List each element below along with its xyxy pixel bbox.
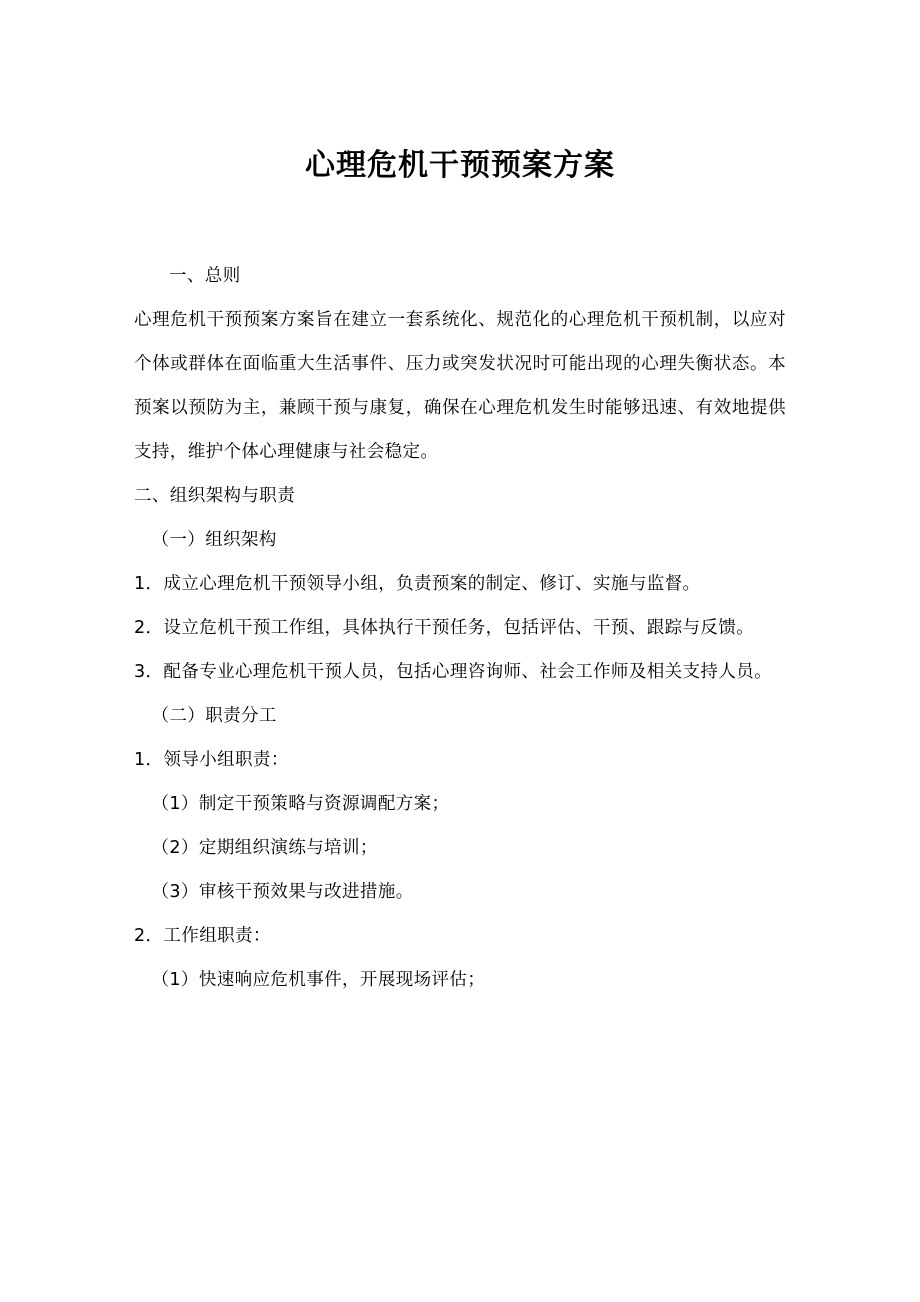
list-item-duties-leadgroup: 1．领导小组职责： bbox=[134, 750, 289, 770]
list-item-duties-leadgroup-2: （2）定期组织演练与培训； bbox=[151, 838, 378, 858]
list-item-structure-2: 2．设立危机干预工作组，具体执行干预任务，包括评估、干预、跟踪与反馈。 bbox=[134, 618, 755, 638]
list-item-duties-leadgroup-3: （3）审核干预效果与改进措施。 bbox=[151, 882, 414, 902]
list-item-structure-3: 3．配备专业心理危机干预人员，包括心理咨询师、社会工作师及相关支持人员。 bbox=[134, 662, 773, 682]
list-item-duties-workgroup-1: （1）快速响应危机事件，开展现场评估； bbox=[151, 970, 486, 990]
list-item-duties-workgroup: 2．工作组职责： bbox=[134, 926, 271, 946]
subsection-heading-duties: （二）职责分工 bbox=[151, 706, 277, 726]
section-heading-general: 一、总则 bbox=[169, 266, 241, 286]
subsection-heading-structure: （一）组织架构 bbox=[151, 530, 277, 550]
page-title: 心理危机干预预案方案 bbox=[305, 148, 615, 183]
document-content bbox=[134, 254, 786, 1002]
paragraph-general-principles: 心理危机干预预案方案旨在建立一套系统化、规范化的心理危机干预机制，以应对个体或群体在面临重大生活事件、压力或突发状况时可能出现的心理失衡状态。本预案以预防为主，兼顾干预与康复，确保在心理危机发生时能够迅速、有效地提供支持，维护个体心理健康与社会稳定。 bbox=[134, 310, 786, 462]
list-item-structure-1: 1．成立心理危机干预领导小组，负责预案的制定、修订、实施与监督。 bbox=[134, 574, 701, 594]
list-item-duties-leadgroup-1: （1）制定干预策略与资源调配方案； bbox=[151, 794, 450, 814]
section-heading-organization: 二、组织架构与职责 bbox=[134, 486, 296, 506]
